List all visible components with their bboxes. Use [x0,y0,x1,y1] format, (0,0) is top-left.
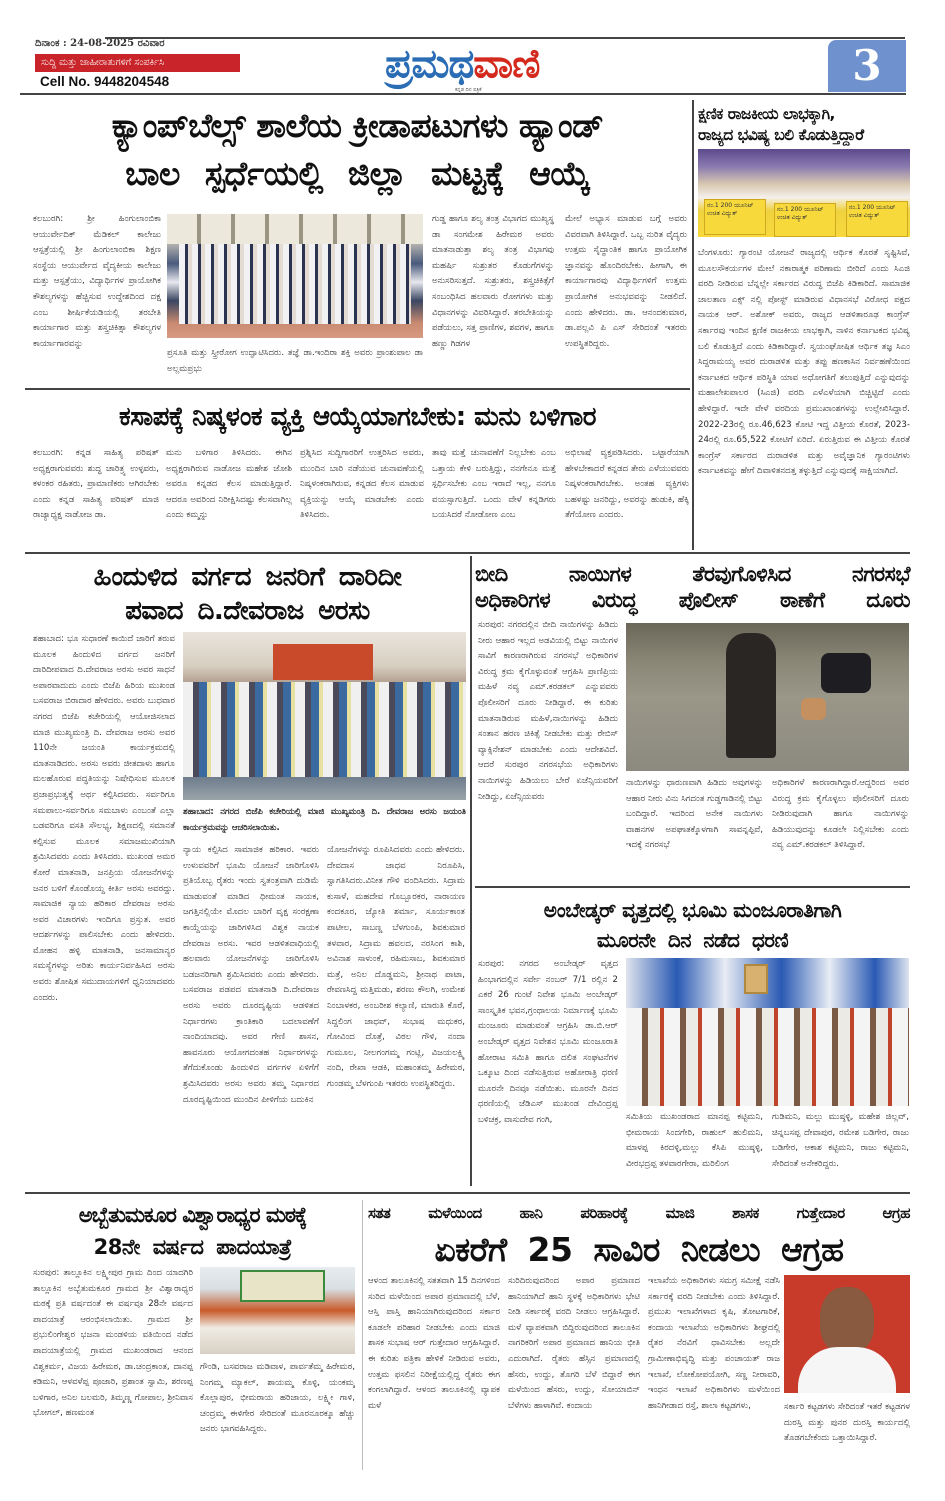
kasapa-bottom-rule [25,552,910,554]
devaraj-headline-2: ಪವಾದ ದಿ.ದೇವರಾಜ ಅರಸು [125,596,370,626]
campbell-headline-2: ಬಾಲ ಸ್ಪರ್ಧೆಯಲ್ಲಿ ಜಿಲ್ಲಾ ಮಟ್ಟಕ್ಕೆ ಆಯ್ಕೆ [125,154,590,193]
ambedkar-dharna-photo [626,958,909,1106]
devaraj-col-3: ಯೋಜನೆಗಳನ್ನು ರೂಪಿಸಿದವರು ಎಂದು ಹೇಳಿದರು. ದೇವದಾಸ ಜಾಧವ ನಿರೂಪಿಸಿ, ಸ್ವಾಗತಿಸಿದರು.ವಿನೀತ ಗೌಳಿ ವಂದಿಸಿದರು. ಸಿದ್ರಾಮ ಕುಸಾಳೆ, ಮಹದೇವ ಗೊಬ್ಬೂರಕರ, ನಾರಾಯಣ ಕಂದಕೂರ, ಜ್ಯೋತಿ ಶರ್ಮಾ, ಸೂರ್ಯಕಾಂತ ಪಾಟೀಲ, ಸಾಬಣ್ಣ ಬೆಳಗುಂಪಿ, ಶಿವಕುಮಾರ ತಳವಾರ, ಸಿದ್ರಾಮ ಹವಲದ, ನರಸಿಂಗ ಕಾಶಿ, ಅವಿನಾಶ ಸಾಳುಂಕೆ, ರಹಿಮಸಾಬ, ಶಿವಕುಮಾರ ಮತ್ರೆ, ಅನಿಲ ದೊಡ್ಡಮನಿ, ಶ್ರೀನಾಥ ಪಾಟಾ, ರೇವಣಸಿದ್ದ ಮತ್ತಿಮಡು, ಶರಣು ಕೌಲಗಿ, ಉಮೇಶ ನಿಂಬಾಳಕರ, ಅಂಬರೀಶ ಕಲ್ಯಾಣಿ, ಮಾರುತಿ ಕೊರೆ, ಸಿದ್ದಲಿಂಗ ಜಾಧವ್, ಸುಭಾಷ ಮಧುಕರ, ಗೋವಿಂದ ದೊತ್ರೆ, ವಿಠಲ ಗೌಳಿ, ನಂದಾ ಗುಮೂಲ, ನೀಲಗಂಗಮ್ಮ ಗಂಟ್ಲಿ, ವಿಜಯಲಕ್ಷ್ಮಿ ನಂದಿ, ರೇಖಾ ಆಡಕಿ, ಮಹಾಂತಮ್ಮ ಹಿರೇಮಠ, ಗುಂಡಮ್ಮ ಬೆಳಗುಂಪಿ ಇತರರು ಉಪಸ್ಥಿತರಿದ್ದರು. [327,845,465,1089]
padayatra-headline-1: ಅಬ್ಬೆತುಮಕೂರ ವಿಶ್ವಾರಾಧ್ಯರ ಮಠಕ್ಕೆ [78,1203,307,1227]
sidebar-body: ಬೆಂಗಳೂರು: ಗ್ಯಾರಂಟಿ ಯೋಜನೆ ರಾಜ್ಯದಲ್ಲಿ ಆರ್ಥಿಕ ಕೊರತೆ ಸೃಷ್ಟಿಸಿವೆ, ಮೂಲಸೌಕರ್ಯಗಳ ಮೇಲೆ ನಕಾರಾತ್ಮಕ ಪರಿಣಾಮ ಬೀರಿದೆ ಎಂದು ಸಿಎಜಿ ವರದಿ ನೀಡಿರುವ ಬೆನ್ನಲ್ಲೇ ಸರ್ಕಾರದ ವಿರುದ್ಧ ಬಿಜೆಪಿ ಕಿಡಿಕಾರಿದೆ. ಸಾಮಾಜಿಕ ಜಾಲತಾಣ ಎಕ್ಸ್ ನಲ್ಲಿ ಪೋಸ್ಟ್ ಮಾಡಿರುವ ವಿಧಾನಸಭೆ ವಿರೋಧ ಪಕ್ಷದ ನಾಯಕ ಆರ್. ಅಶೋಕ್ ಅವರು, ರಾಜ್ಯದ ಆಡಳಿತಾರೂಢ ಕಾಂಗ್ರೆಸ್ ಸರ್ಕಾರವು ಇಂದಿನ ಕ್ಷಣಿಕ ರಾಜಕೀಯ ಲಾಭಕ್ಕಾಗಿ, ನಾಳಿನ ಕರ್ನಾಟಕದ ಭವಿಷ್ಯ ಬಲಿ ಕೊಡುತ್ತಿದೆ ಎಂದು ಕಿಡಿಕಾರಿದ್ದಾರೆ. ಸ್ವಯಂಘೋಷಿತ ಆರ್ಥಿಕ ತಜ್ಞ ಸಿಎಂ ಸಿದ್ದರಾಮಯ್ಯ ಅವರ ದುರಾಡಳಿತ ಮತ್ತು ತಪ್ಪು ಹಣಕಾಸಿನ ನಿರ್ವಹಣೆಯಿಂದ ಕರ್ನಾಟಕದ ಆರ್ಥಿಕ ಪರಿಸ್ಥಿತಿ ಯಾವ ಅಧೋಗತಿಗೆ ತಲುಪುತ್ತಿದೆ ಎನ್ನುವುದನ್ನು ಮಹಾಲೇಖಪಾಲರ (ಸಿಎಜಿ) ವರದಿ ಎಳೆಎಳೆಯಾಗಿ ಬಿಚ್ಚಿಟ್ಟಿದೆ ಎಂದು ಹೇಳಿದ್ದಾರೆ. ಇದೇ ವೇಳೆ ವರದಿಯ ಪ್ರಮುಖಾಂಶಗಳನ್ನು ಉಲ್ಲೇಖಿಸಿದ್ದಾರೆ. 2022-23ರಲ್ಲಿ ರೂ.46,623 ಕೋಟಿ ಇದ್ದ ವಿತ್ತೀಯ ಕೊರತೆ, 2023-24ರಲ್ಲಿ ರೂ.65,522 ಕೋಟಿಗೆ ಏರಿದೆ. ಏರುತ್ತಿರುವ ಈ ವಿತ್ತೀಯ ಕೊರತೆ ಕಾಂಗ್ರೆಸ್ ಸರ್ಕಾರದ ದುರಾಡಳಿತ ಮತ್ತು ಅವೈಜ್ಞಾನಿಕ ಗ್ಯಾರಂಟಿಗಳು ಕರ್ನಾಟಕವನ್ನು ಹೇಗೆ ದಿವಾಳಿತನದತ್ತ ತಳ್ಳುತ್ತಿದೆ ಎನ್ನುವುದಕ್ಕೆ ಸಾಕ್ಷಿಯಾಗಿದೆ. [698,248,910,477]
kasapa-headline: ಕಸಾಪಕ್ಕೆ ನಿಷ್ಕಳಂಕ ವ್ಯಕ್ತಿ ಆಯ್ಕೆಯಾಗಬೇಕು: ಮನು ಬಳಿಗಾರ [119,402,596,432]
kasapa-col-4: ತಾವು ಮತ್ತೆ ಚುನಾವಣೆಗೆ ನಿಲ್ಲಬೇಕು ಎಂಬ ಒತ್ತಾಯ ಕೇಳಿ ಬರುತ್ತಿದ್ದು, ನನಗೇನೂ ಮತ್ತೆ ಸ್ಪರ್ಧಿಸಬೇಕು ಎಂಬ ಇರಾದೆ ಇಲ್ಲ, ನನಗೂ ವಯಸ್ಸಾಗುತ್ತಿದೆ. ಒಂದು ವೇಳೆ ಕನ್ನಡಿಗರು ಬಯಸಿದರೆ ನೋಡೋಣ ಎಂಬ [432,448,556,521]
padayatra-divider [362,1200,363,1470]
rain-col-2: ಸುರಿದಿರುವುದರಿಂದ ಅಪಾರ ಪ್ರಮಾಣದ ಹಾನಿಯಾಗಿದೆ ಹಾನಿ ಸ್ಥಳಕ್ಕೆ ಅಧಿಕಾರಿಗಳು ಭೇಟಿ ನೀಡಿ ಸರ್ಕಾರಕ್ಕೆ ವರದಿ ನೀಡಲು ಆಗ್ರಹಿಸಿದ್ದಾರೆ. ಮಳೆ ವ್ಯಾಪಕವಾಗಿ ಬಿದ್ದಿರುವುದರಿಂದ ತಾಲೂಕಿನ ನಾಗರಿಕರಿಗೆ ಅಪಾರ ಪ್ರಮಾಣದ ಹಾನಿಯ ಭೀತಿ ಎದುರಾಗಿದೆ. ರೈತರು ಹೆಸ್ಸಿನ ಪ್ರಮಾಣದಲ್ಲಿ ಹೆಸರು, ಉದ್ದು, ತೊಗರಿ ಬೆಳೆ ಬಿದ್ದಾರೆ ಈಗ ಮಳೆಯಿಂದ ಹೆಸರು, ಉದ್ದು, ಸೋಯಾಬಿನ್ ಬೆಳೆಗಳು ಹಾಳಾಗಿವೆ. ಕಂದಾಯ [508,1276,640,1411]
photo-portrait [744,964,768,994]
sidebar-headline-1: ಕ್ಷಣಿಕ ರಾಜಕೀಯ ಲಾಭಕ್ಕಾಗಿ, [698,105,835,123]
campbell-col-1: ಕಲಬುರಗಿ: ಶ್ರೀ ಹಿಂಗುಲಾಂಬಿಕಾ ಆಯುರ್ವೇದಿಕ್ ಮೆಡಿಕಲ್ ಕಾಲೇಜು ಆಸ್ಪತ್ರೆಯಲ್ಲಿ ಶ್ರೀ ಹಿಂಗುಲಾಂಬಿಕಾ ಶಿಕ್ಷಣ ಸಂಸ್ಥೆಯ ಆಯುರ್ವೇದ ವೈದ್ಯಕೀಯ ಕಾಲೇಜು ಮತ್ತು ಆಸ್ಪತ್ರೆಯು, ವಿದ್ಯಾರ್ಥಿಗಳ ಪ್ರಾಯೋಗಿಕ ಕೌಶಲ್ಯಗಳನ್ನು ಹೆಚ್ಚಿಸುವ ಉದ್ದೇಶದಿಂದ ದಕ್ಷ ಎಂಬ ಶೀರ್ಷಿಕೆಯಡಿಯಲ್ಲಿ ತರಬೇತಿ ಕಾರ್ಯಾಗಾರ ಮತ್ತು ಶಸ್ತ್ರಚಿಕಿತ್ಸಾ ಕೌಶಲ್ಯಗಳ ಕಾರ್ಯಾಗಾರವನ್ನು [33,214,161,349]
campbell-bottom-rule [25,388,690,390]
rain-col-1: ಆಳಂದ ತಾಲೂಕಿನಲ್ಲಿ ಸತತವಾಗಿ 15 ದಿನಗಳಿಂದ ಸುರಿದ ಮಳೆಯಿಂದ ಅಪಾರ ಪ್ರಮಾಣದಲ್ಲಿ ಬೆಳೆ, ಆಸ್ತಿ ಪಾಸ್ತಿ ಹಾನಿಯಾಗಿರುವುದರಿಂದ ಸರ್ಕಾರ ಕೂಡಲೇ ಪರಿಹಾರ ನೀಡಬೇಕು ಎಂದು ಮಾಜಿ ಶಾಸಕ ಸುಭಾಷ ಆರ್ ಗುತ್ತೇದಾರ ಆಗ್ರಹಿಸಿದ್ದಾರೆ. ಈ ಕುರಿತು ಪತ್ರಿಕಾ ಹೇಳಿಕೆ ನೀಡಿರುವ ಅವರು, ಉತ್ತಮ ಫಸಲಿನ ನಿರೀಕ್ಷೆಯಲ್ಲಿದ್ದ ರೈತರು ಈಗ ಕಂಗಲಾಗಿದ್ದಾರೆ. ಆಳಂದ ತಾಲೂಕಿನಲ್ಲಿ ವ್ಯಾಪಕ ಮಳೆ [368,1276,500,1411]
photo-banner [273,644,373,680]
placard-2: ನಂ.1 200 ಯೂನಿಟ್ ಉಚಿತ ವಿದ್ಯುತ್ [774,203,836,237]
photo-person [726,633,776,758]
dog-catching-photo [626,623,909,771]
devaraj-col-1: ಶಹಾಬಾದ: ಭೂ ಸುಧಾರಣೆ ಕಾಯಿದೆ ಜಾರಿಗೆ ತರುವ ಮೂಲಕ ಹಿಂದುಳಿದ ವರ್ಗದ ಜನರಿಗೆ ದಾರಿದೀಪವಾದ ದಿ.ದೇವರಾಜ ಅರಸು ಅವರ ಸಾಧನೆ ಅಪಾರವಾದುದು ಎಂದು ಬಿಜೆಪಿ ಹಿರಿಯ ಮುಖಂಡ ಬಸವರಾಜ ಬಿರಾದಾರ ಹೇಳಿದರು. ಅವರು ಬುಧವಾರ ನಗರದ ಬಿಜೆಪಿ ಕಚೇರಿಯಲ್ಲಿ ಆಯೋಜಿಸಲಾದ ಮಾಜಿ ಮುಖ್ಯಮಂತ್ರಿ ದಿ. ದೇವರಾಜ ಅರಸು ಅವರ 110ನೇ ಜಯಂತಿ ಕಾರ್ಯಕ್ರಮದಲ್ಲಿ ಮಾತನಾಡಿದರು. ಅರಸು ಅವರು ಜೀತದಾಳು ಹಾಗೂ ಮಲಹೊರುವ ಪದ್ಧತಿಯನ್ನು ನಿಷೇಧಿಸುವ ಮೂಲಕ ಪ್ರಜಾಪ್ರಭುತ್ವಕ್ಕೆ ಅರ್ಥ ಕಲ್ಪಿಸಿದವರು. ಸರ್ವರಿಗೂ ಸಮಪಾಲು-ಸರ್ವರಿಗೂ ಸಮಬಾಳು ಎಂಬಂತೆ ಎಲ್ಲಾ ಬಡವರಿಗೂ ವಸತಿ ಸೌಲಭ್ಯ, ಶಿಕ್ಷಣದಲ್ಲಿ ಸಮಾನತೆ ಕಲ್ಪಿಸುವ ಮೂಲಕ ಸಮಾಜಮುಖಿಯಾಗಿ ಶ್ರಮಿಸಿದವರು ಎಂದು ತಿಳಿಸಿದರು. ಮುಖಂಡ ಅಮರ ಕೋರೆ ಮಾತನಾಡಿ, ಜನಪ್ರಿಯ ಯೋಜನೆಗಳನ್ನು ಜನರ ಬಳಿಗೆ ಕೊಂಡೊಯ್ದ ಕೀರ್ತಿ ಅರಸು ಅವರದ್ದು. ಸಾಮಾಜಿಕ ನ್ಯಾಯ ಹರಿಕಾರ ದೇವರಾಜ ಅರಸು ಅವರ ವಿಚಾರಗಳು ಇಂದಿಗೂ ಪ್ರಸ್ತುತ. ಅವರ ಆದರ್ಶಗಳನ್ನು ಪಾಲಿಸಬೇಕು ಎಂದು ಹೇಳಿದರು. ಮೋಹನ ಹಳ್ಳಿ ಮಾತನಾಡಿ, ಜನಸಾಮಾನ್ಯರ ಸಮಸ್ಯೆಗಳನ್ನು ಅರಿತು ಕಾರ್ಯನಿರ್ವಹಿಸಿದ ಅರಸು ಅವರು ಶೋಷಿತ ಸಮುದಾಯಗಳಿಗೆ ಧ್ವನಿಯಾದವರು ಎಂದರು. [33,634,175,1003]
photo-seated-men [626,1008,909,1106]
campbell-headline-1: ಕ್ಯಾಂಪ್‌ಬೆಲ್ಸ್ ಶಾಲೆಯ ಕ್ರೀಡಾಪಟುಗಳು ಹ್ಯಾಂಡ್ [111,106,604,145]
padayatra-headline-2: 28ನೇ ವರ್ಷದ ಪಾದಯಾತ್ರೆ [93,1235,292,1259]
contact-banner: ಸುದ್ದಿ ಮತ್ತು ಜಾಹೀರಾತುಗಳಿಗೆ ಸಂಪರ್ಕಿಸಿ [35,54,240,72]
kasapa-col-3: ಪ್ರಶ್ನಿಸಿದ ಸುದ್ದಿಗಾರರಿಗೆ ಉತ್ತರಿಸಿದ ಅವರು, ಮುಂದಿನ ಬಾರಿ ನಡೆಯುವ ಚುನಾವಣೆಯಲ್ಲಿ ನಿಷ್ಕಳಂಕರಾಗಿರುವ, ಕನ್ನಡದ ಕೆಲಸ ಮಾಡುವ ವ್ಯಕ್ತಿಯನ್ನು ಆಯ್ಕೆ ಮಾಡಬೇಕು ಎಂದು ತಿಳಿಸಿದರು. [300,448,424,521]
photo-procession-banner [240,1270,325,1302]
campbell-col-3: ಗುಡ್ಡ ಹಾಗೂ ಶಲ್ಯ ತಂತ್ರ ವಿಭಾಗದ ಮುಖ್ಯಸ್ಥ ಡಾ ಸಂಗಮೇಶ ಹಿರೇಮಠ ಅವರು ಮಾತನಾಡುತ್ತಾ ಶಲ್ಯ ತಂತ್ರ ವಿಭಾಗವು ಮಹರ್ಷಿ ಸುಶ್ರುತರ ಕೊಡುಗೆಗಳನ್ನು ಅನುಸರಿಸುತ್ತದೆ. ಸುಶ್ರುತರು, ಶಸ್ತ್ರಚಿಕಿತ್ಸೆಗೆ ಸಂಬಂಧಿಸಿದ ಹಲವಾರು ರೋಗಗಳು ಮತ್ತು ವಿಧಾನಗಳನ್ನು ವಿವರಿಸಿದ್ದಾರೆ. ತರಬೇತಿಯನ್ನು ಪಡೆಯಲು, ಸತ್ತ ಪ್ರಾಣಿಗಳ, ಶವಗಳ, ಹಾಗೂ ಹಣ್ಣು ಗಿಡಗಳ [432,214,554,349]
dogs-col-1: ಸುರಪುರ: ನಗರದಲ್ಲಿನ ಬೀದಿ ನಾಯಿಗಳನ್ನು ಹಿಡಿದು ನೀರು ಆಹಾರ ಇಲ್ಲದ ಅಡವಿಯಲ್ಲಿ ಬಿಟ್ಟು ನಾಯಿಗಳ ಸಾವಿಗೆ ಕಾರಣರಾಗಿರುವ ನಗರಸಭೆ ಅಧಿಕಾರಿಗಳ ವಿರುದ್ಧ ಕ್ರಮ ಕೈಗೊಳ್ಳುವಂತೆ ಆಗ್ರಹಿಸಿ ಪ್ರಾಣಿಪ್ರಿಯ ಮಹಿಳೆ ನವ್ಯ ಎಮ್.ಕರಡಕಲ್ ಎನ್ನುವವರು ಪೊಲೀಸರಿಗೆ ದೂರು ನೀಡಿದ್ದಾರೆ. ಈ ಕುರಿತು ಮಾತನಾಡಿರುವ ಮಹಿಳೆ,ನಾಯಿಗಳನ್ನು ಹಿಡಿದು ಸಂತಾನ ಹರಣ ಚಿಕಿತ್ಸೆ ನೀಡಬೇಕು ಮತ್ತು ರೇಬಿಸ್ ವ್ಯಾಕ್ಸಿನೇಶನ್ ಮಾಡಬೇಕು ಎಂದು ಆದೇಶವಿದೆ. ಆದರೆ ಸುರಪುರ ನಗರಸಭೆಯ ಅಧಿಕಾರಿಗಳು ನಾಯಿಗಳನ್ನು ಹಿಡಿಯಲು ಬೇರೆ ಏಜೆನ್ಸಿಯವರಿಗೆ ನೀಡಿದ್ದು, ಏಜೆನ್ಸಿಯವರು [478,620,618,802]
photo-people [183,682,466,777]
photo-scooter [821,653,871,693]
lower-section-rule [25,1192,910,1194]
devaraj-headline-1: ಹಿಂದುಳಿದ ವರ್ಗದ ಜನರಿಗೆ ದಾರಿದೀ [93,562,402,592]
kasapa-col-1: ಕಲಬುರಗಿ: ಕನ್ನಡ ಸಾಹಿತ್ಯ ಪರಿಷತ್ ಅಧ್ಯಕ್ಷರಾಗುವವರು ಶುದ್ಧ ಚಾರಿತ್ರ್ಯ ಉಳ್ಳವರು, ಕಳಂಕರ ರಹಿತರು, ಪ್ರಾಮಾಣಿಕರು ಆಗಿರಬೇಕು ಎಂದು ಕನ್ನಡ ಸಾಹಿತ್ಯ ಪರಿಷತ್ ಮಾಜಿ ರಾಜ್ಯಾಧ್ಯಕ್ಷ ನಾಡೋಜ ಡಾ. [33,448,159,521]
devaraj-photo-caption: ಶಹಾಬಾದ: ನಗರದ ಬಿಜೆಪಿ ಕಚೇರಿಯಲ್ಲಿ ಮಾಜಿ ಮುಖ್ಯಮಂತ್ರಿ ದಿ. ದೇವರಾಜ ಅರಸು ಜಯಂತಿ ಕಾರ್ಯಕ್ರಮವನ್ನು ಆಚರಿಸಲಾಯಿತು. [183,806,466,832]
cell-number: Cell No. 9448204548 [40,74,170,89]
dogs-col-3: ಅಧಿಕಾರಿಗಳೆ ಕಾರಣರಾಗಿದ್ದಾರೆ.ಆದ್ದರಿಂದ ಅವರ ವಿರುದ್ಧ ಕ್ರಮ ಕೈಗೊಳ್ಳಲು ಪೊಲೀಸರಿಗೆ ದೂರು ನೀಡಿರುವುದಾಗಿ ಹಾಗೂ ನಾಯಿಗಳನ್ನು ಹಿಡಿಯುವುದನ್ನು ಕೂಡಲೇ ನಿಲ್ಲಿಸಬೇಕು ಎಂದು ನವ್ಯ ಎಮ್.ಕರಡಕಲ್ ತಿಳಿಸಿದ್ದಾರೆ. [772,778,909,851]
sidebar-headline-2: ರಾಜ್ಯದ ಭವಿಷ್ಯ ಬಲಿ ಕೊಡುತ್ತಿದ್ದಾರೆ [698,126,864,144]
issue-date: ದಿನಾಂಕ : 24-08-2025 ರವಿವಾರ [35,38,165,49]
protest-photo [698,149,910,237]
photo-dog [801,698,826,720]
former-mla-portrait [784,1275,910,1393]
placard-1: ನಂ.1 200 ಯೂನಿಟ್ ಉಚಿತ ವಿದ್ಯುತ್ [704,199,766,235]
portrait-face [820,1287,874,1353]
kasapa-col-2: ಮನು ಬಳಿಗಾರ ತಿಳಿಸಿದರು. ಈಗಿನ ಅಧ್ಯಕ್ಷರಾಗಿರುವ ನಾಡೋಜ ಮಹೇಶ ಜೋಶಿ ಅವರೂ ಕನ್ನಡದ ಕೆಲಸ ಮಾಡುತ್ತಿದ್ದಾರೆ. ಆದರೂ ಅವರಿಂದ ನಿರೀಕ್ಷಿಸಿದಷ್ಟು ಕೆಲಸವಾಗಿಲ್ಲ ಎಂದು ಕಮ್ಮನ್ನು [166,448,292,521]
photo-building [167,214,423,244]
ambedkar-col-1: ಸುರಪುರ: ನಗರದ ಅಂಬೇಡ್ಕರ್ ವೃತ್ತದ ಹಿಂಭಾಗದಲ್ಲಿನ ಸರ್ವೇ ನಂಬರ್ 7/1 ರಲ್ಲಿನ 2 ಎಕರೆ 26 ಗುಂಟೆ ನಿವೇಶ ಭೂಮಿ ಅಂಬೇಡ್ಕರ್ ಸಾಂಸ್ಕೃತಿಕ ಭವನ,ಗ್ರಂಥಾಲಯ ನಿರ್ಮಾಣಕ್ಕೆ ಭೂಮಿ ಮಂಜೂರು ಮಾಡುವಂತೆ ಆಗ್ರಹಿಸಿ ಡಾ.ಬಿ.ಆರ್ ಅಂಬೇಡ್ಕರ್ ವೃತ್ತದ ನಿವೇಶನ ಭೂಮಿ ಮಂಜೂರಾತಿ ಹೋರಾಟ ಸಮಿತಿ ಹಾಗೂ ದಲಿತ ಸಂಘಟನೆಗಳ ಒಕ್ಕೂಟ ದಿಂದ ನಡೆಸುತ್ತಿರುವ ಅಹೋರಾತ್ರಿ ಧರಣಿ ಮೂರನೇ ದಿನವೂ ನಡೆಯಿತು. ಮೂರನೇ ದಿನದ ಧರಣಿಯಲ್ಲಿ ಜೆಡಿಎಸ್ ಮುಖಂಡ ದೇವಿಂದ್ರಪ್ಪ ಬಳಿಚಕ್ರ, ವಾಸುದೇವ ಗಂಗಿ, [478,959,618,1125]
kasapa-col-5: ಅಭಿಲಾಷೆ ವ್ಯಕ್ತಪಡಿಸಿದರು. ಒಟ್ಟಾರೆಯಾಗಿ ಹೇಳಬೇಕಾದರೆ ಕನ್ನಡದ ತೇರು ಎಳೆಯುವವರು ನಿಷ್ಕಳಂಕರಾಗಿರಬೇಕು. ಅಂತಹ ವ್ಯಕ್ತಿಗಳು ಬಹಳಷ್ಟು ಜನರಿದ್ದು, ಅವರನ್ನು ಹುಡುಕಿ, ಹೆಕ್ಕಿ ತೆಗೆಯೋಣ ಎಂದರು. [565,448,689,521]
logo-part2: ವಾಣಿ [473,41,540,87]
devaraj-col-2: ನ್ಯಾಯ ಕಲ್ಪಿಸಿದ ಸಾಮಾಜಿಕ ಹರಿಕಾರ. ಇವರು ಉಳುವವರಿಗೆ ಭೂಮಿ ಯೋಜನೆ ಜಾರಿಗೊಳಿಸಿ ಪ್ರತಿಯೊಬ್ಬ ರೈತರು ಇಂದು ಸ್ವತಂತ್ರವಾಗಿ ದುಡಿಮೆ ಮಾಡುವಂತೆ ಮಾಡಿದ ಧೀಮಂತ ನಾಯಕ, ಜಗತ್ತಿನಲ್ಲಿಯೇ ಮೊದಲ ಬಾರಿಗೆ ವೃಕ್ಷ ಸಂರಕ್ಷಣಾ ಕಾಯ್ದೆಯನ್ನು ಜಾರಿಗಳಿಸಿದ ವಿಶ್ವಕ ನಾಯಕ ದೇವರಾಜ ಅರಸು. ಇವರ ಆಡಳಿತವಾಧಿಯಲ್ಲಿ ಹಲವಾರು ಯೋಜನೆಗಳನ್ನು ಜಾರಿಗೊಳಿಸಿ ಬಡಜನರಿಗಾಗಿ ಶ್ರಮಿಸಿದವರು ಎಂದು ಹೇಳಿದರು. ಬಸವರಾಜ ಪಡಪದ ಮಾತನಾಡಿ ದಿ.ದೇವರಾಜ ಅರಸು ಅವರು ದೂರದೃಷ್ಟಿಯ ಆಡಳಿತದ ನಿರ್ಧಾರಗಳು ಕ್ರಾಂತಿಕಾರಿ ಬದಲಾವಣೆಗೆ ನಾಂದಿಯಾದವು. ಅವರ ಗೇಣಿ ಶಾಸನ, ಹಾವನೂರು ಆಯೋಗದಂತಹ ನಿರ್ಧಾರಗಳನ್ನು ತೆಗೆದುಕೊಂಡು ಹಿಂದುಳಿದ ವರ್ಗಗಳ ಏಳಿಗೆಗೆ ಶ್ರಮಿಸಿದವರು ಅರಸು ಅವರು ತಮ್ಮ ನಿರ್ಧಾರದ ದೂರದೃಷ್ಟಿಯಿಂದ ಮುಂದಿನ ಪೀಳಿಗೆಯ ಬದುಕಿನ [183,845,319,1105]
campbell-col-2: ಪ್ರಸೂತಿ ಮತ್ತು ಸ್ತ್ರೀರೋಗ ಉದ್ಘಾಟಿಸಿದರು. ತಜ್ಞೆ ಡಾ.ಇಂದಿರಾ ಶಕ್ತಿ ಅವರು ಪ್ರಾಂಶುಪಾಲ ಡಾ ಅಲ್ಲಮಪ್ರಭು [167,348,423,374]
rain-headline: ಏಕರೆಗೆ 25 ಸಾವಿರ ನೀಡಲು ಆಗ್ರಹ [434,1230,844,1269]
campbell-col-4: ಮೇಲೆ ಅಭ್ಯಾಸ ಮಾಡುವ ಬಗ್ಗೆ ಅವರು ವಿವರವಾಗಿ ತಿಳಿಸಿದ್ದಾರೆ. ಒಬ್ಬ ನುರಿತ ವೈದ್ಯರು ಉತ್ತಮ ಸೈದ್ಧಾಂತಿಕ ಹಾಗೂ ಪ್ರಾಯೋಗಿಕ ಜ್ಞಾನವನ್ನು ಹೊಂದಿರಬೇಕು. ಹೀಗಾಗಿ, ಈ ಕಾರ್ಯಾಗಾರವು ವಿದ್ಯಾರ್ಥಿಗಳಿಗೆ ಉತ್ತಮ ಪ್ರಾಯೋಗಿಕ ಅನುಭವವನ್ನು ನೀಡಲಿದೆ. ಎಂದು ಹೇಳಿದರು. ಡಾ. ಆನಂದಕುಮಾರ, ಡಾ.ಪಲ್ಲವಿ ಪಿ ಎಸ್ ಸೇರಿದಂತೆ ಇತರರು ಉಪಸ್ಥಿತರಿದ್ದರು. [565,214,687,349]
dogs-bottom-rule [475,886,910,888]
sidebar-divider [692,100,694,550]
masthead-bottom-rule [20,93,906,95]
padayatra-col-2: ಗೌಂಡಿ, ಬಸವರಾಜ ಮಡಿವಾಳ, ಪಾರ್ವತೆಮ್ಮ ಹಿರೇಮಠ, ನಿಂಗಮ್ಮ ಮ್ಯಾಕಲ್, ಶಾಯಮ್ಮ ಕೊಳ್ಳಿ, ಯಂಕಮ್ಮ ಕೊಲ್ಲಾಪುರ, ಭೀಮರಾಯ ಹರಿಜಾಯ, ಲಕ್ಷ್ಮೀ ಗಾಳಿ, ಚಂದ್ರಮ್ಮ ಈಳಿಗೇರ ಸೇರಿದಂತೆ ಮೂರನೂರಕ್ಕೂ ಹೆಚ್ಚು ಜನರು ಭಾಗವಹಿಸಿದ್ದರು. [200,1362,355,1435]
devaraj-event-photo [183,632,466,800]
logo-tagline: ಕನ್ನಡ ದಿನ ಪತ್ರಿಕೆ [455,87,482,93]
logo-part1: ಪ್ರಮಥ [385,41,474,87]
rain-kicker: ಸತತ ಮಳೆಯಿಂದ ಹಾನಿ ಪರಿಹಾರಕ್ಕೆ ಮಾಜಿ ಶಾಸಕ ಗುತ್ತೇದಾರ ಆಗ್ರಹ [368,1204,910,1222]
placard-3: ನಂ.1 200 ಯೂನಿಟ್ ಉಚಿತ ವಿದ್ಯುತ್ [846,201,908,237]
portrait-shirt [798,1347,896,1393]
padayatra-procession-photo [200,1267,355,1354]
ambedkar-headline-1: ಅಂಬೇಡ್ಕರ್ ವೃತ್ತದಲ್ಲಿ ಭೂಮಿ ಮಂಜೂರಾತಿಗಾಗಿ [543,898,842,922]
masthead-top-rule [105,37,905,39]
center-divider [470,556,472,1186]
ambedkar-headline-2: ಮೂರನೇ ದಿನ ನಡೆದ ಧರಣಿ [596,928,789,952]
ambedkar-col-3: ಗುಡಿಮನಿ, ಮಲ್ಲು ಮುಷ್ಠಳ್ಳಿ, ಮಹೇಶ ಜಿಲ್ಲವ್, ಚಿನ್ನಬಸಪ್ಪ ದೇವಾಪುರ, ರಮೇಶ ಬಡಿಗೇರ, ರಾಜು ಬಡಿಗೇರ, ಆಕಾಶ ಕಟ್ಟಿಮನಿ, ರಾಜು ಕಟ್ಟಿಮನಿ, ಸೇರಿದಂತೆ ಅನೇಕರಿದ್ದರು. [772,1112,909,1169]
padayatra-col-1: ಸುರಪುರ: ತಾಲ್ಲೂಕಿನ ಲಕ್ಷ್ಮೀಪುರ ಗ್ರಾಮ ದಿಂದ ಯಾದಗಿರಿ ತಾಲ್ಲೂಕಿನ ಅಬ್ಬೆತುಮಕೂರ ಗ್ರಾಮದ ಶ್ರೀ ವಿಶ್ವಾರಾಧ್ಯರ ಮಠಕ್ಕೆ ಪ್ರತಿ ವರ್ಷದಂತೆ ಈ ವರ್ಷವೂ 28ನೇ ವರ್ಷದ ಪಾದಯಾತ್ರೆ ಆರಂಭಿಸಲಾಯಿತು. ಗ್ರಾಮದ ಶ್ರೀ ಪ್ರಭುಲಿಂಗೇಶ್ವರ ಭಜನಾ ಮಂಡಳಿಯ ವತಿಯಿಂದ ನಡೆದ ಪಾದಯಾತ್ರೆಯಲ್ಲಿ ಗ್ರಾಮದ ಮುಖಂಡರಾದ ಆನಂದ ವಿಶ್ವಕರ್ಮ, ವಿಜಯ ಹಿರೇಮಠ, ಡಾ.ಚಂದ್ರಕಾಂತ, ದಾನಪ್ಪ ಕಡಿಮನಿ, ಆಳವಳೆಪ್ಪ ಪೂಜಾರಿ, ಪ್ರಶಾಂತ ಸ್ವಾಮಿ, ಶರಣಪ್ಪ ಬಳಿಗಾರ, ಅನಿಲ ಬಲಮರಿ, ತಿಮ್ಮಣ್ಣ ಗೋಪಾಲ, ಶ್ರೀನಿವಾಸ ಭೋಗಲ್, ಹಣಮಂತ [33,1268,193,1419]
dogs-headline-2: ಅಧಿಕಾರಿಗಳ ವಿರುದ್ಧ ಪೊಲೀಸ್ ಠಾಣೆಗೆ ದೂರು [475,588,910,612]
campbell-team-photo [167,214,423,338]
page-number-badge: 3 [828,40,906,92]
dogs-col-2: ನಾಯಿಗಳನ್ನು ಧಾರುಣವಾಗಿ ಹಿಡಿದು ಅವುಗಳನ್ನು ಆಹಾರ ನೀರು ವಿನು ಸಿಗದಂತ ಗುಡ್ಡಗಾಡಿನಲ್ಲಿ ಬಿಟ್ಟು ಬಂದಿದ್ದಾರೆ. ಇದರಿಂದ ಅನೇಕ ನಾಯಿಗಳು ವಾಹನಗಳ ಅಪಘಾತಕ್ಕೊಳಗಾಗಿ ಸಾವನ್ನಪ್ಪಿವೆ, ಇದಕ್ಕೆ ನಗರಸಭೆ [626,778,763,851]
rain-col-4: ಸರ್ಕಾರಿ ಕಟ್ಟಡಗಳು ಸೇರಿದಂತೆ ಇತರೆ ಕಟ್ಟಡಗಳ ದುರಸ್ತಿ ಮತ್ತು ಪುನರ ದುರಸ್ತಿ ಕಾರ್ಯದಲ್ಲಿ ತೊಡಗಬೇಕೆಂದು ಒತ್ತಾಯಿಸಿದ್ದಾರೆ. [784,1402,910,1444]
ambedkar-col-2: ಸಮಿತಿಯ ಮುಖಂಡರಾದ ಮಾನಪ್ಪ ಕಟ್ಟಿಮನಿ, ಭೀಮರಾಯ ಸಿಂದಗೇರಿ, ರಾಹುಲ್ ಹುಲಿಮನಿ, ಮಾಳಪ್ಪ ಕಿರದಳ್ಳಿ,ಮಲ್ಲು ಕೆಸಿಪಿ ಮುಷ್ಠಳ್ಳಿ, ವೀರಭದ್ರಪ್ಪ ತಳವಾರಗೇರಾ, ಮರಿಲಿಂಗ [626,1112,763,1169]
dogs-headline-1: ಬೀದಿ ನಾಯಿಗಳ ತೆರವುಗೊಳಿಸಿದ ನಗರಸಭೆ [475,562,910,586]
rain-col-3: ಇಲಾಖೆಯ ಅಧಿಕಾರಿಗಳು ಸಮಗ್ರ ಸಮೀಕ್ಷೆ ನಡೆಸಿ ಸರ್ಕಾರಕ್ಕೆ ವರದಿ ನೀಡಬೇಕು ಎಂದು ತಿಳಿಸಿದ್ದಾರೆ. ಪ್ರಮುಖ ಇಲಾಖೆಗಳಾದ ಕೃಷಿ, ತೋಟಗಾರಿಕೆ, ಕಂದಾಯ ಇಲಾಖೆಯ ಅಧಿಕಾರಿಗಳು ಶೀಘ್ರದಲ್ಲಿ ರೈತರ ನೆರವಿಗೆ ಧಾವಿಸಬೇಕು ಅಲ್ಲದೇ ಗ್ರಾಮೀಣಾಭಿವೃದ್ಧಿ ಮತ್ತು ಪಂಚಾಯತ್ ರಾಜ ಇಲಾಖೆ, ಲೋಕೋಪಯೋಗಿ, ಸಣ್ಣ ನೀರಾವರಿ, ಇಂಧನ ಇಲಾಖೆ ಅಧಿಕಾರಿಗಳು ಮಳೆಯಿಂದ ಹಾನಿಗೀಡಾದ ರಸ್ತೆ, ಶಾಲಾ ಕಟ್ಟಡಗಳು, [648,1276,780,1411]
newspaper-logo [385,40,625,90]
photo-students [179,244,411,324]
